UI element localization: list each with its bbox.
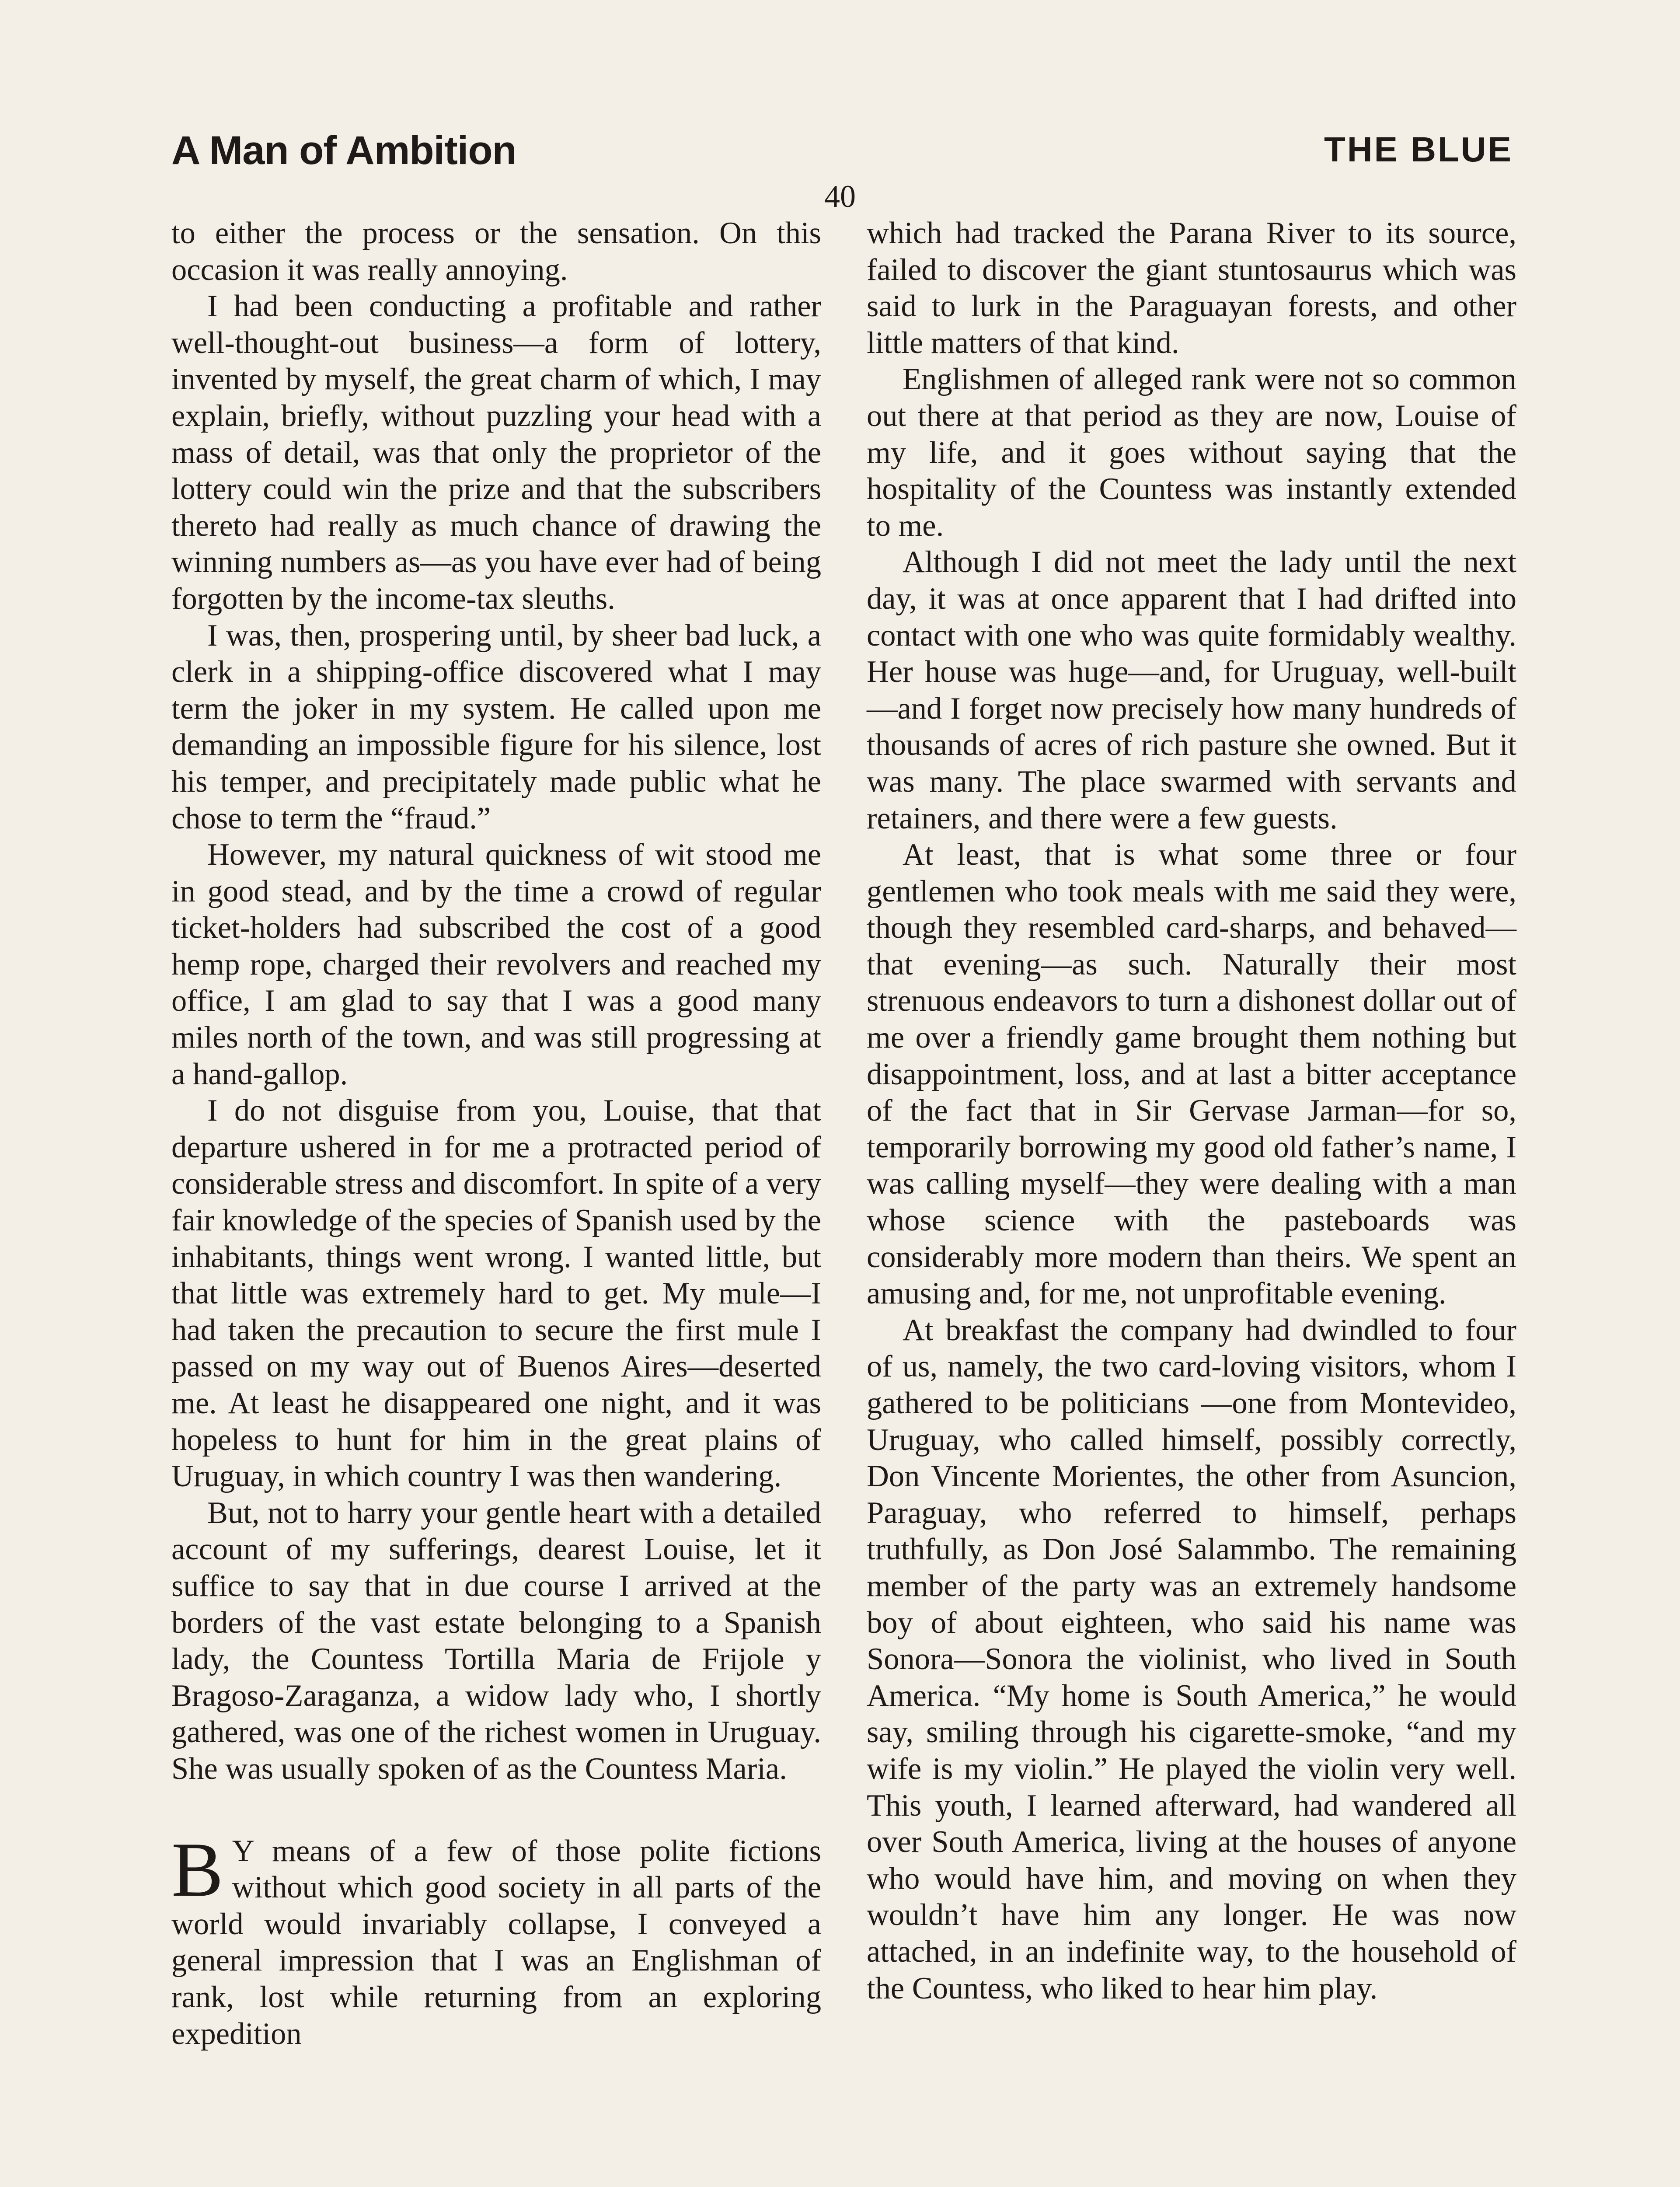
paragraph: At least, that is what some three or four gentlemen who took meals with me said they were, though they resembled card-sharps, and behaved—that evening—as such. Naturally their most strenuous endeavors to turn a dishonest dollar out of me over a friendly game brought them nothing but disappointment, loss, and at last a bitter acceptance of the fact that in Sir Gervase Jarman—for so, temporarily borrowing my good old father’s name, I was calling myself—they were dealing with a man whose science with the pasteboards was considerably more modern than theirs. We spent an amusing and, for me, not unprofitable evening.	[867, 838, 1516, 1311]
paragraph: At breakfast the company had dwindled to four of us, namely, the two card-loving visitors, whom I gathered to be politicians —one from Montevideo, Uruguay, who called himself, possibly correctly, Don Vincente Morientes, the other from Asuncion, Paraguay, who referred to himself, perhaps truthfully, as Don José Salammbo. The remaining member of the party was an extremely handsome boy of about eighteen, who said his name was Sonora—Sonora the violinist, who lived in South America. “My home is South America,” he would say, smiling through his cigarette-smoke, “and my wife is my violin.” He played the violin very well. This youth, I learned afterward, had wandered all over South America, living at the houses of anyone who would have him, and moving on when they wouldn’t have him any longer. He was now attached, in an indefinite way, to the household of the Countess, who liked to hear him play.	[867, 1313, 1516, 2005]
paragraph: However, my natural quickness of wit stood me in good stead, and by the time a crowd of regular ticket-holders had subscribed the cost of a good hemp rope, charged their revolvers and reached my office, I am glad to say that I was a good many miles north of the town, and was still progressing at a hand-gallop.	[171, 838, 821, 1091]
story-title: A Man of Ambition	[171, 128, 516, 173]
page-number: 40	[824, 179, 856, 214]
paragraph: to either the process or the sensation. On this occasion it was really annoying.	[171, 216, 821, 287]
paragraph: I was, then, prospering until, by sheer bad luck, a clerk in a shipping-office discovered what I may term the joker in my system. He called upon me demanding an impossible figure for his silence, lost his temper, and precipitately made public what he chose to term the “fraud.”	[171, 618, 821, 835]
paragraph: But, not to harry your gentle heart with a detailed account of my sufferings, dearest Louise, let it suffice to say that in due course I arrived at the borders of the vast estate belonging to a Spanish lady, the Countess Tortilla Maria de Frijole y Bragoso-Zaraganza, a widow lady who, I shortly gathered, was one of the richest women in Uruguay. She was usually spoken of as the Countess Maria.	[171, 1495, 821, 1786]
magazine-running-head: THE BLUE	[1324, 130, 1513, 169]
right-column	[867, 215, 1516, 2007]
paragraph: Although I did not meet the lady until the next day, it was at once apparent that I had drifted into contact with one who was quite formidably wealthy. Her house was huge—and, for Uruguay, well-built—and I forget now precisely how many hundreds of thousands of acres of rich pasture she owned. But it was many. The place swarmed with servants and retainers, and there were a few guests.	[867, 545, 1516, 835]
paragraph: I do not disguise from you, Louise, that that departure ushered in for me a protracted period of considerable stress and discomfort. In spite of a very fair knowledge of the species of Spanish used by the inhabitants, things went wrong. I wanted little, but that little was extremely hard to get. My mule—I had taken the precaution to secure the first mule I passed on my way out of Buenos Aires—deserted me. At least he disappeared one night, and it was hopeless to hunt for him in the great plains of Uruguay, in which country I was then wandering.	[171, 1094, 821, 1494]
drop-cap: B	[171, 1826, 223, 1913]
paragraph: which had tracked the Parana River to its source, failed to discover the giant stuntosaurus which was said to lurk in the Paraguayan forests, and other little matters of that kind.	[867, 216, 1516, 360]
left-column	[171, 215, 821, 2052]
paragraph-text: Y means of a few of those polite fictions without which good society in all parts of the world would invariably collapse, I conveyed a general impression that I was an Englishman of rank, lost while returning from an exploring expedition	[171, 1834, 821, 2051]
section-start-paragraph	[171, 1826, 821, 2053]
paragraph: I had been conducting a profitable and rather well-thought-out business—a form of lottery, invented by myself, the great charm of which, I may explain, briefly, without puzzling your head with a mass of detail, was that only the proprietor of the lottery could win the prize and that the subscribers thereto had really as much chance of drawing the winning numbers as—as you have ever had of being forgotten by the income-tax sleuths.	[171, 289, 821, 616]
paragraph: Englishmen of alleged rank were not so common out there at that period as they are now, Louise of my life, and it goes without saying that the hospitality of the Countess was instantly extended to me.	[867, 362, 1516, 543]
